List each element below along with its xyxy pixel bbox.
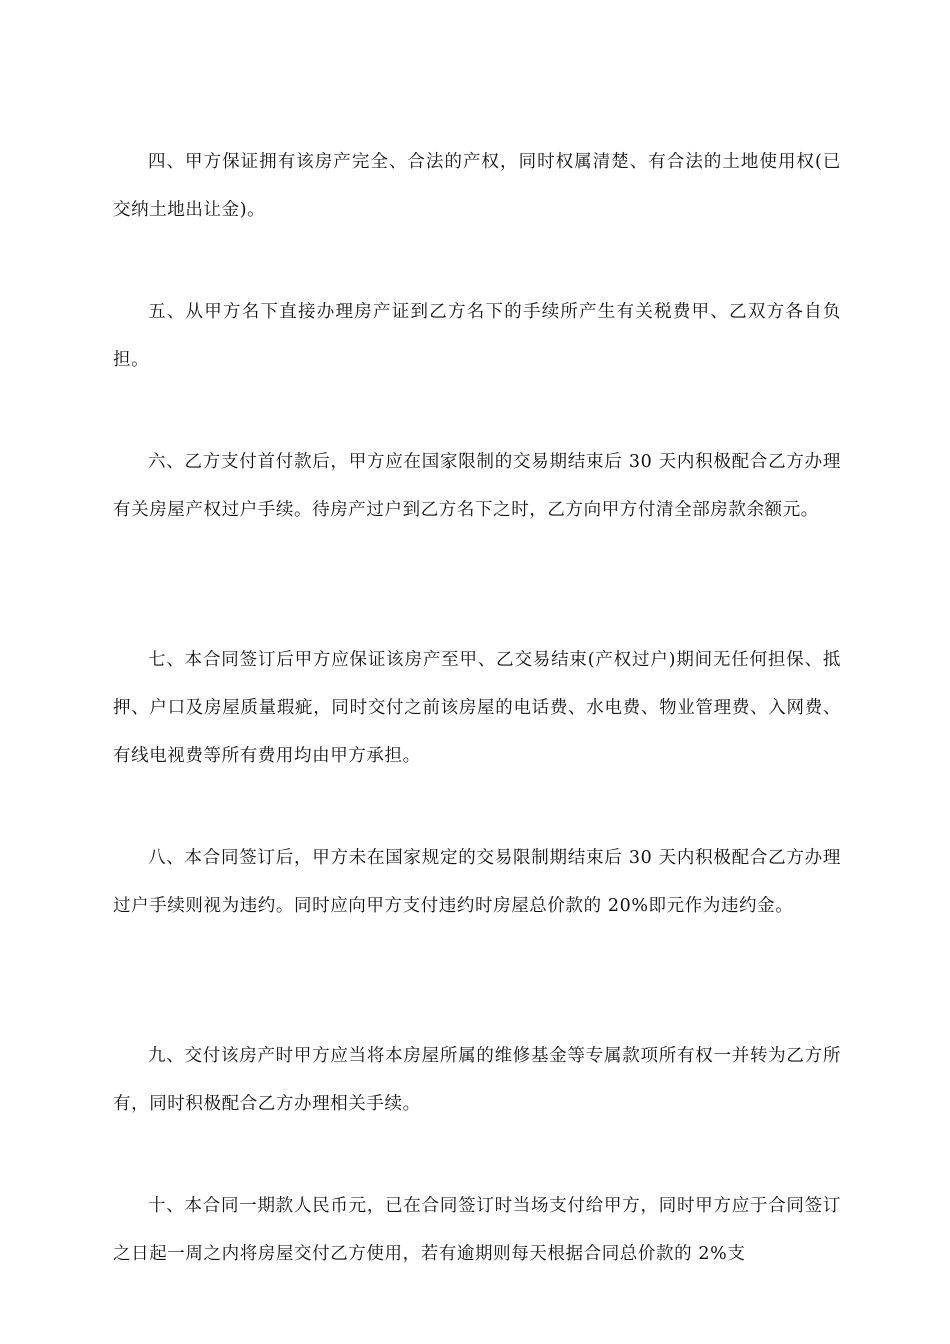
clause-6: 六、乙方支付首付款后，甲方应在国家限制的交易期结束后 30 天内积极配合乙方办理有关房屋产权过户手续。待房产过户到乙方名下之时，乙方向甲方付清全部房款余额元。: [113, 452, 841, 520]
clause-5: 五、从甲方名下直接办理房产证到乙方名下的手续所产生有关税费甲、乙双方各自负担。: [113, 302, 841, 370]
clause-7: 七、本合同签订后甲方应保证该房产至甲、乙交易结束(产权过户)期间无任何担保、抵押、户口及房屋质量瑕疵，同时交付之前该房屋的电话费、水电费、物业管理费、入网费、有线电视费等所有费用均由甲方承担。: [113, 650, 841, 766]
clause-4: 四、甲方保证拥有该房产完全、合法的产权，同时权属清楚、有合法的土地使用权(已交纳土地出让金)。: [113, 152, 841, 220]
clause-8: 八、本合同签订后，甲方未在国家规定的交易限制期结束后 30 天内积极配合乙方办理过户手续则视为违约。同时应向甲方支付违约时房屋总价款的 20%即元作为违约金。: [113, 848, 841, 916]
clause-9: 九、交付该房产时甲方应当将本房屋所属的维修基金等专属款项所有权一并转为乙方所有，同时积极配合乙方办理相关手续。: [113, 1046, 841, 1114]
clause-10: 十、本合同一期款人民币元，已在合同签订时当场支付给甲方，同时甲方应于合同签订之日起一周之内将房屋交付乙方使用，若有逾期则每天根据合同总价款的 2%支: [113, 1196, 841, 1264]
